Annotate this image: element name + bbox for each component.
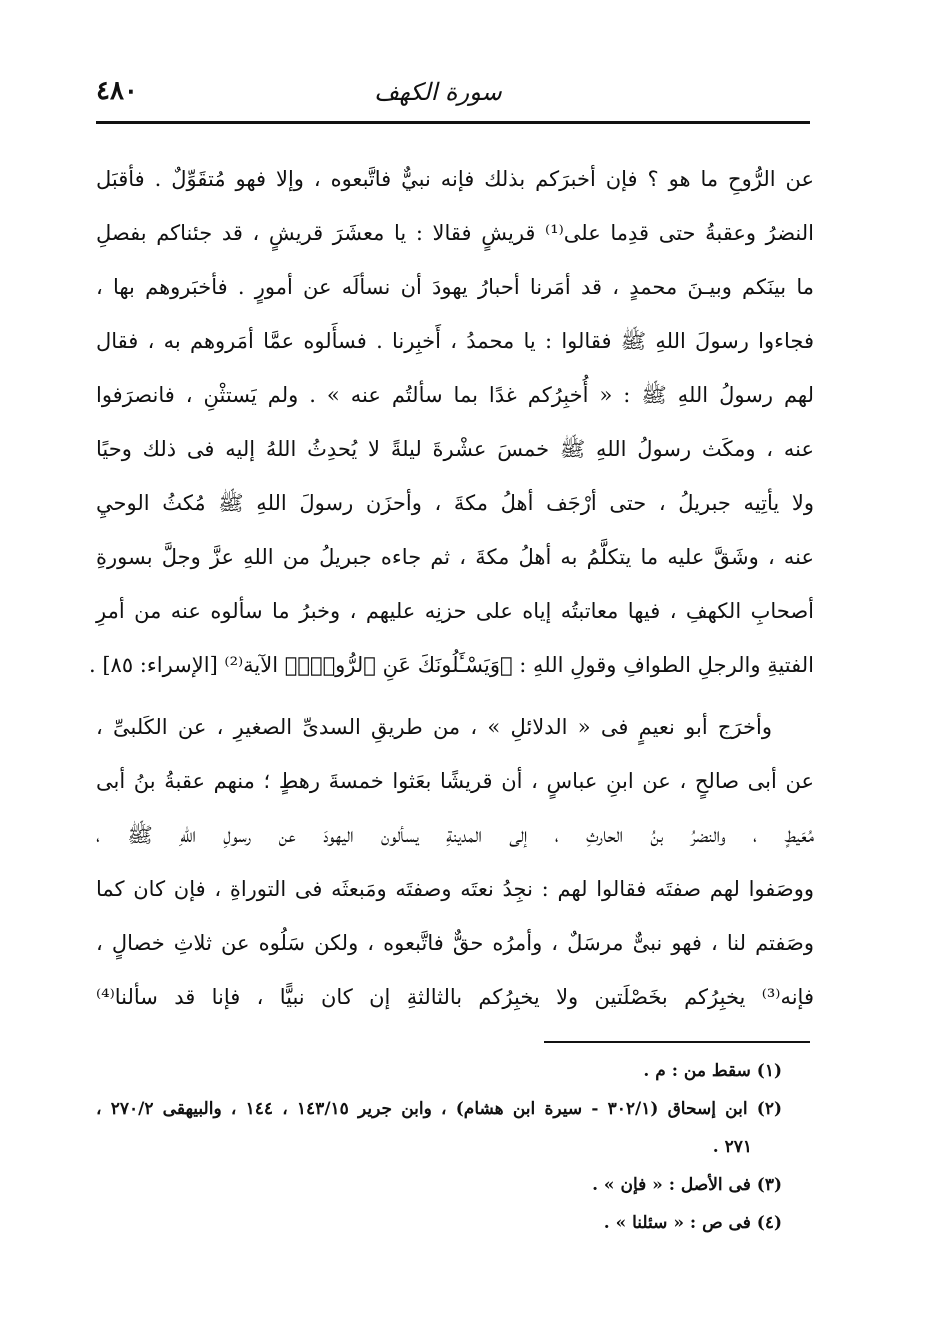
text-line: عنه ، وشَقَّ عليه ما يتكلَّمُ به أهلُ مكةَ ، ثم جاءه جبريلُ من اللهِ عزَّ وجلَّ بسورةِ <box>96 545 814 569</box>
footnotes <box>96 1052 782 1242</box>
text-line: النضرُ وعقبةُ حتى قدِما على⁽¹⁾ قريشٍ فقالا : يا معشَرَ قريشٍ ، قد جئناكم بفصلِ <box>96 221 814 245</box>
paragraph-1 <box>89 152 814 692</box>
text-line: الفتيةِ والرجلِ الطوافِ وقولِ اللهِ : ﴿وَيَسْـَٔلُونَكَ عَنِ ٱلرُّوحِۖ﴾ الآية⁽²⁾ [الإسراء: ٨٥] . <box>89 653 814 677</box>
page-body <box>89 152 814 1024</box>
text-line: لهم رسولُ اللهِ ﷺ : « أُخبِرُكم غدًا بما سألتُم عنه » . ولم يَستثْنِ ، فانصرَفوا <box>96 383 814 407</box>
footnote-3: (٣) فى الأصل : « فإن » . <box>592 1175 782 1195</box>
paragraph-gap <box>96 692 814 700</box>
text-line: وصَفتم لنا ، فهو نبىٌّ مرسَلٌ ، وأمرُه حقٌّ فاتَّبعوه ، ولكن سَلُوه عن ثلاثِ خصالٍ ، <box>96 931 814 955</box>
text-line: ما بينَكم وبيـنَ محمدٍ ، قد أمَرنا أحبارُ يهودَ أن نسألَه عن أمورٍ . فأخبَروهم بها ، <box>96 275 814 299</box>
surah-title: سورة الكهف <box>374 78 502 106</box>
text-line: ووصَفوا لهم صفتَه فقالوا لهم : نجِدُ نعتَه وصفتَه ومَبعثَه فى التوراةِ ، فإن كان كما <box>96 877 814 901</box>
header-rule <box>96 121 810 124</box>
footnote-4: (٤) فى ص : « سئلنا » . <box>603 1213 782 1233</box>
footnote-1: (١) سقط من : م . <box>643 1061 782 1081</box>
paragraph-2 <box>96 700 814 1024</box>
text-line: ولا يأتِيه جبريلُ ، حتى أرْجَف أهلُ مكةَ ، وأحزَن رسولَ اللهِ ﷺ مُكثُ الوحيِ <box>96 491 814 515</box>
text-line: فإنه⁽³⁾ يخبِرُكم بخَصْلَتين ولا يخبِرُكم بالثالثةِ إن كان نبيًّا ، فإنا قد سألنا⁽⁴⁾ <box>96 985 814 1009</box>
text-line: عن الرُّوحِ ما هو ؟ فإن أخبرَكم بذلك فإنه نبيٌّ فاتَّبعوه ، وإلا فهو مُتقَوِّلٌ . فأقبَل <box>96 167 814 191</box>
text-line: عنه ، ومكَث رسولُ اللهِ ﷺ خمسَ عشْرةَ ليلةً لا يُحدِثُ اللهُ إليه فى ذلك وحيًا <box>96 437 814 461</box>
text-line: فجاءوا رسولَ اللهِ ﷺ فقالوا : يا محمدُ ، أَخبِرنا . فسأَلوه عمَّا أمَروهم به ، فقال <box>96 329 814 353</box>
text-line: مُعَيطٍ ، والنضرُ بنُ الحارثِ ، إلى المدينةِ يسألون اليهودَ عن رسولِ اللهِ ﷺ ، <box>96 823 814 847</box>
page-number: ٤٨٠ <box>96 76 138 106</box>
page-header <box>96 70 780 120</box>
footnote-2-continuation: ٢٧١ . <box>712 1137 752 1157</box>
text-line: وأخرَج أبو نعيمٍ فى « الدلائلِ » ، من طريقِ السدىِّ الصغيرِ ، عن الكَلبىِّ ، <box>96 715 772 739</box>
text-line: عن أبى صالحٍ ، عن ابنِ عباسٍ ، أن قريشًا بعَثوا خمسةَ رهطٍ ؛ منهم عقبةُ بنُ أبى <box>96 769 814 793</box>
footnote-2: (٢) ابن إسحاق (٣٠٢/١ - سيرة ابن هشام) ، وابن جرير ١٤٣/١٥ ، ١٤٤ ، والبيهقى ٢٧٠/٢ ، <box>96 1099 782 1119</box>
footnote-rule <box>544 1041 810 1043</box>
text-line: أصحابِ الكهفِ ، فيها معاتبتُه إياه على حزنِه عليهم ، وخبرُ ما سألوه عنه من أمرِ <box>96 599 814 623</box>
